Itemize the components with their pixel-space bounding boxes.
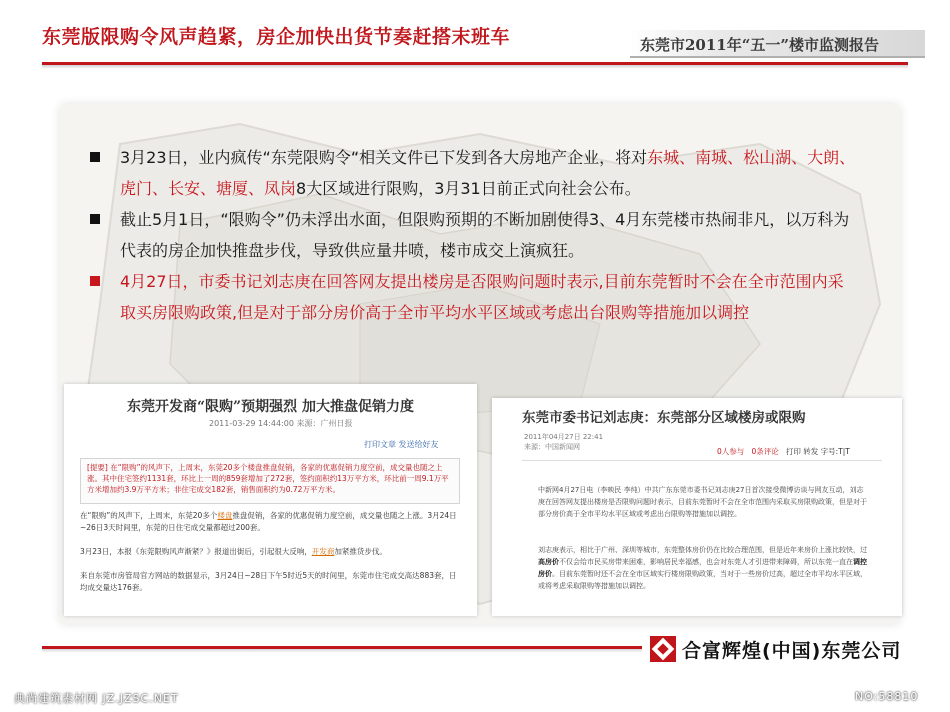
bullet-list [88, 142, 858, 328]
clipping-2-headline: 东莞市委书记刘志庚：东莞部分区域楼房或限购 [522, 410, 806, 426]
bullet-square-icon [90, 214, 100, 224]
clipping-1-link-developer[interactable]: 开发商 [311, 547, 335, 556]
clipping-2-paragraph-1: 中新网4月27日电（李映民 李纯）中共广东东莞市委书记刘志庚27日首次接受微博访谈与网友互动，刘志庚在回答网友提出楼房是否限购问题时表示，目前东莞暂时不会在全市范围内采取买房限购政策，但是对于部分房价高于全市平均水平区域或考虑出台限购等措施加以调控。 [538, 486, 867, 518]
clipping-1-paragraph-3: 来自东莞市房管局官方网站的数据显示，3月24日~28日下午5时近5天的时间里，东莞市住宅成交高达883套，日均成交量达176套。 [80, 571, 457, 592]
bullet-item-2 [88, 204, 858, 266]
clipping-1-link-loupan[interactable]: 楼盘 [217, 511, 233, 520]
clipping-2-source: 来源：中国新闻网 [524, 443, 580, 451]
clipping-1-p1-text-b: 推盘促销，各家的优惠促销力度空前，成交量也随之上涨。3月24日~26日3天时间里，东莞的日住宅成交量都超过200套。 [80, 511, 457, 532]
bullet-1-text-b: 8大区域进行限购，3月31日前正式向社会公布。 [296, 179, 641, 198]
bullet-1-text-a: 3月23日，业内疯传“东莞限购令“相关文件已下发到各大房地产企业，将对 [120, 148, 648, 167]
clipping-1-paragraph-1 [80, 510, 460, 534]
news-clipping-1 [64, 384, 477, 616]
clipping-2-tools[interactable]: 打印 转发 字号:T|T [785, 447, 850, 456]
clipping-2-p2-bold-2: 调控房价 [538, 558, 867, 578]
clipping-1-headline: 东莞开发商“限购”预期强烈 加大推盘促销力度 [127, 399, 414, 415]
company-logo-icon [650, 636, 676, 662]
watermark-left: 典尚建筑素材网 JZ.JZSC.NET [14, 692, 179, 705]
clipping-2-date: 2011年04月27日 22:41 [524, 433, 604, 441]
clipping-2-p2-text-a: 刘志庚表示，相比于广州、深圳等城市，东莞整体房价仍在比较合理范围，但是近年来房价上涨比较快，过 [538, 546, 867, 554]
news-clipping-2 [492, 398, 902, 616]
clipping-2-toolbar [717, 446, 850, 457]
bullet-square-icon [90, 276, 100, 286]
clipping-2-divider [522, 460, 882, 461]
clipping-2-p2-bold-1: 高房价 [538, 558, 559, 566]
company-logo [650, 632, 932, 668]
company-name: 合富辉煌(中国)东莞公司 [682, 640, 902, 662]
footer-divider-shadow [42, 649, 642, 653]
bullet-square-icon [90, 152, 100, 162]
clipping-1-paragraph-2 [80, 546, 460, 558]
clipping-2-paragraph-2 [538, 544, 868, 592]
clipping-1-tools[interactable]: 打印文章 发送给好友 [364, 440, 439, 449]
clipping-1-summary: [提要] 在“限购”的风声下，上周末，东莞20多个楼盘推盘促销，各家的优惠促销力度空前，成交量也随之上涨。其中住宅签约1131套，环比上一周的859套增加了272套，签约面积约13万平方米，环比前一周9.1万平方米增加约3.9万平方米；非住宅成交182套，销售面积约为0.72万平方米。 [80, 458, 460, 504]
clipping-2-p2-text-b: 不仅会给市民买房带来困难，影响居民幸福感，也会对东莞人才引进带来障碍，所以东莞一直在 [559, 558, 853, 566]
clipping-1-p1-text-a: 在“限购”的风声下，上周末，东莞20多个 [80, 511, 218, 520]
clipping-2-meta [524, 432, 603, 452]
clipping-2-p2-text-c: 。目前东莞暂时还不会在全市区域实行楼房限购政策，当对于一些房价过高，超过全市平均水平区域，或将考虑采取限购等措施加以调控。 [538, 570, 867, 590]
clipping-1-meta: 2011-03-29 14:44:00 来源：广州日报 [209, 419, 353, 428]
page-title: 东莞版限购令风声趋紧，房企加快出货节奏赶搭末班车 [42, 26, 511, 48]
bullet-2-text: 截止5月1日，“限购令”仍未浮出水面，但限购预期的不断加剧使得3、4月东莞楼市热闹非凡，以万科为代表的房企加快推盘步伐，导致供应量井喷，楼市成交上演疯狂。 [120, 210, 850, 260]
bullet-1-highlight: 东城、南城、松山湖、大朗、虎门、长安、塘厦、凤岗 [120, 148, 856, 198]
clipping-1-p2-text-a: 3月23日，本报《东莞限购风声渐紧？》报道出街后，引起很大反响， [80, 547, 312, 556]
watermark-right: NO:58810 [855, 690, 919, 703]
bullet-item-1 [88, 142, 858, 204]
bullet-item-3 [88, 266, 858, 328]
report-tag [630, 30, 925, 58]
clipping-2-participants[interactable]: 0人参与 [717, 447, 745, 456]
header-divider-shadow [42, 65, 908, 69]
report-tag-label: 东莞市2011年“五一”楼市监测报告 [640, 36, 880, 54]
bullet-3-text: 4月27日，市委书记刘志庚在回答网友提出楼房是否限购问题时表示,目前东莞暂时不会在全市范围内采取买房限购政策,但是对于部分房价高于全市平均水平区域或考虑出台限购等措施加以调控 [120, 272, 844, 322]
clipping-2-comments[interactable]: 0条评论 [751, 447, 779, 456]
clipping-1-p2-text-b: 加紧推货步伐。 [334, 547, 387, 556]
